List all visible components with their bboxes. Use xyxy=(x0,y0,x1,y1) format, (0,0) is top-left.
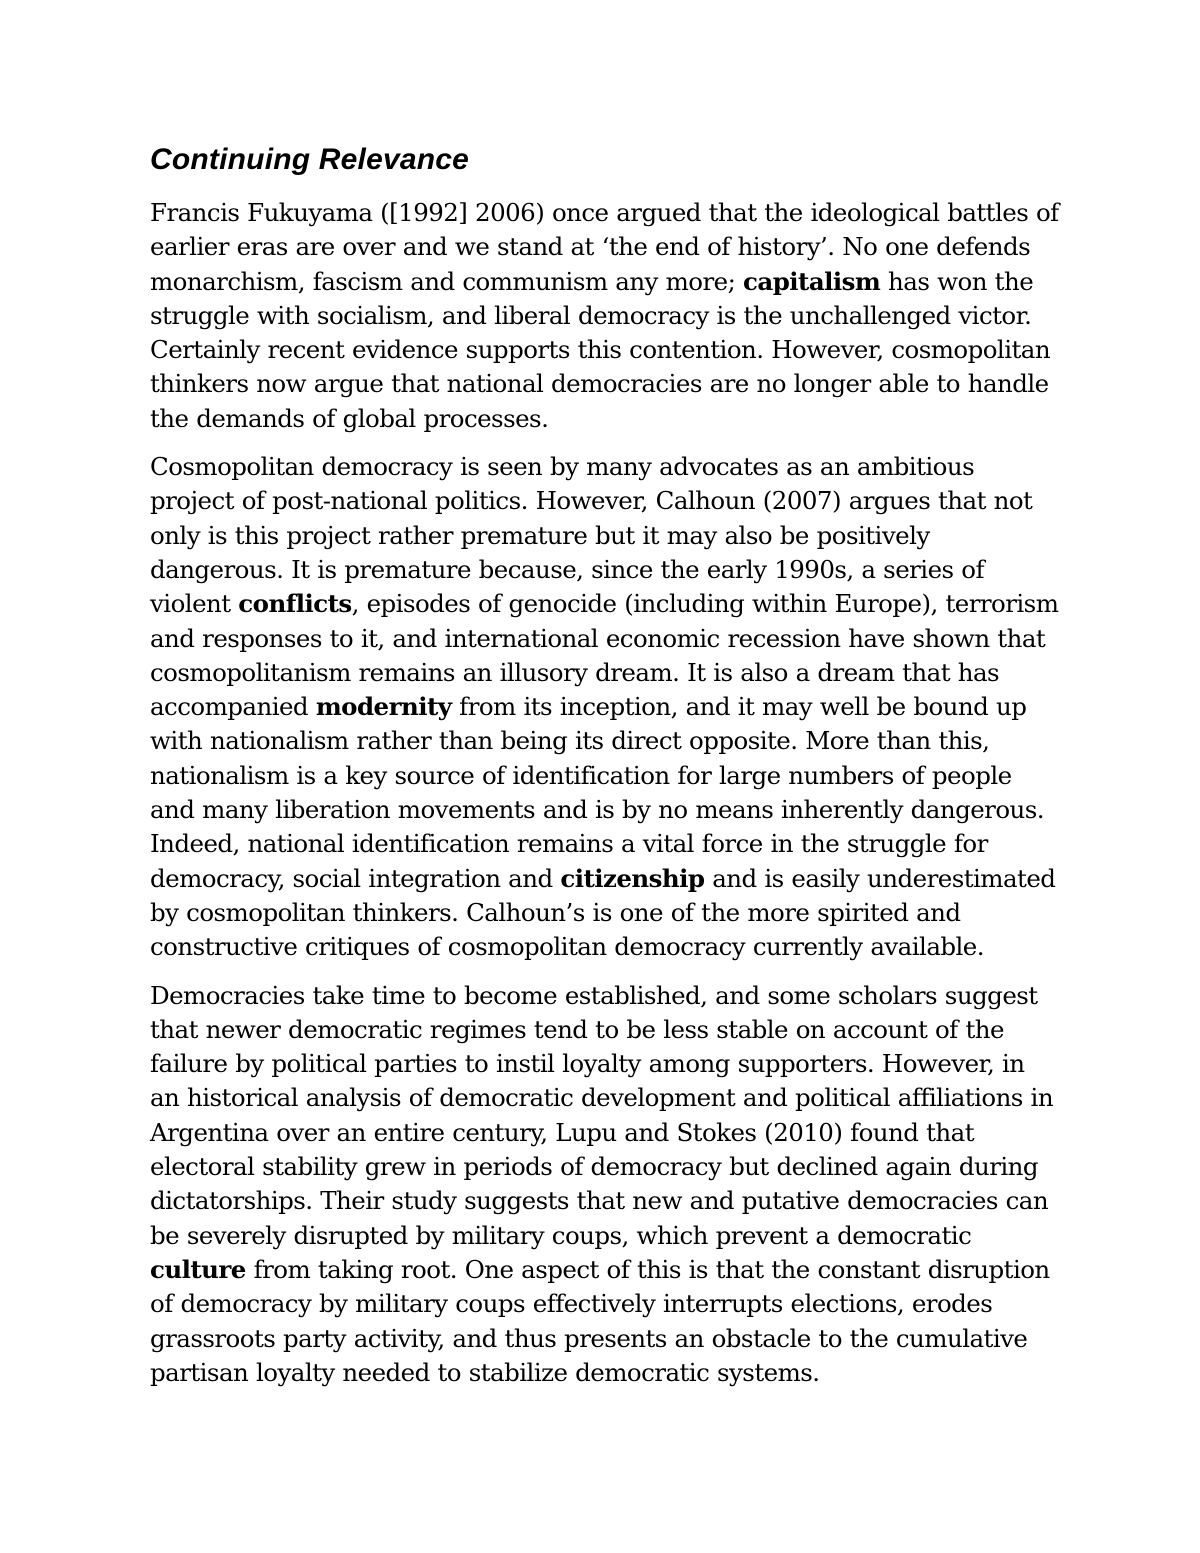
paragraph-text: Cosmopolitan democracy is seen by many advocates as an ambitious project of post-national politics. However, Calhoun (2007) argues that not only is this project rather premature but it may also be positively dangerous. It is premature because, since the early 1990s, a series of violent xyxy=(150,452,1033,619)
paragraph-text: Democracies take time to become established, and some scholars suggest that newer democratic regimes tend to be less stable on account of the failure by political parties to instil loyalty among supporters. However, in an historical analysis of democratic development and political affiliations in Argentina over an entire century, Lupu and Stokes (2010) found that electoral stability grew in periods of democracy but declined again during dictatorships. Their study suggests that new and putative democracies can be severely disrupted by military coups, which prevent a democratic xyxy=(150,980,1054,1250)
paragraph-text: , episodes of genocide (including within Europe), terrorism and responses to it, and international economic recession have shown that cosmopolitanism remains an illusory dream. It is also a dream that has accompanied xyxy=(150,589,1059,722)
key-term-capitalism: capitalism xyxy=(743,266,881,296)
document-page xyxy=(150,138,1060,1404)
key-term-conflicts: conflicts xyxy=(238,589,352,619)
paragraph-1 xyxy=(150,196,1060,436)
paragraph-2 xyxy=(150,450,1060,964)
key-term-citizenship: citizenship xyxy=(560,863,705,893)
paragraph-text: from its inception, and it may well be bound up with nationalism rather than being its direct opposite. More than this, nationalism is a key source of identification for large numbers of people and many liberation movements and is by no means inherently dangerous. Indeed, national identification remains a vital force in the struggle for democracy, social integration and xyxy=(150,692,1045,893)
paragraph-text: and is easily underestimated by cosmopolitan thinkers. Calhoun’s is one of the more spirited and constructive critiques of cosmopolitan democracy currently available. xyxy=(150,863,1056,962)
key-term-culture: culture xyxy=(150,1254,246,1284)
key-term-modernity: modernity xyxy=(315,692,452,722)
paragraph-3 xyxy=(150,979,1060,1391)
section-heading: Continuing Relevance xyxy=(150,143,470,176)
paragraph-text: from taking root. One aspect of this is that the constant disruption of democracy by military coups effectively interrupts elections, erodes grassroots party activity, and thus presents an obstacle to the cumulative partisan loyalty needed to stabilize democratic systems. xyxy=(150,1254,1050,1387)
paragraph-text: has won the struggle with socialism, and liberal democracy is the unchallenged victor. Certainly recent evidence supports this contention. However, cosmopolitan thinkers now argue that national democracies are no longer able to handle the demands of global processes. xyxy=(150,266,1051,433)
paragraph-text: Francis Fukuyama ([1992] 2006) once argued that the ideological battles of earlier eras are over and we stand at ‘the end of history’. No one defends monarchism, fascism and communism any more; xyxy=(150,198,1059,296)
